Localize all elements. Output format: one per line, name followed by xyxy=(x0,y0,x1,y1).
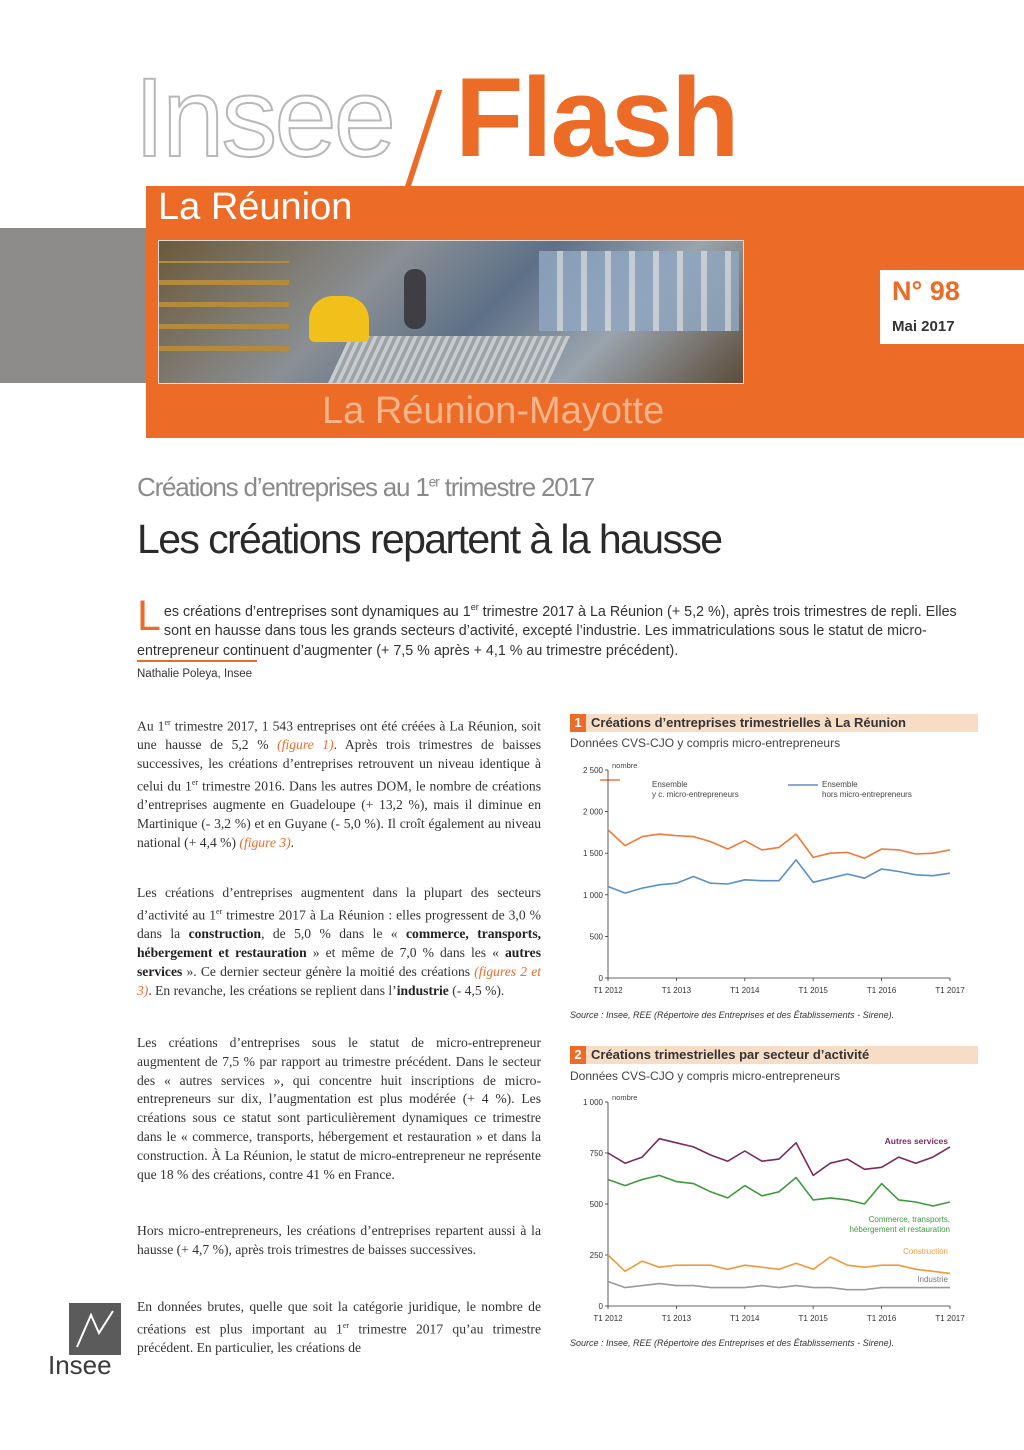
chart1-ytick-label: 2 000 xyxy=(582,807,603,817)
chart2-xtick-label: T1 2017 xyxy=(935,1314,965,1323)
chart1-xtick-label: T1 2013 xyxy=(661,986,692,995)
chart1-xtick-label: T1 2015 xyxy=(798,986,828,995)
insee-logo-icon xyxy=(69,1303,121,1355)
chart2-label-services: Autres services xyxy=(884,1136,948,1146)
chart2-label-construction: Construction xyxy=(903,1247,948,1256)
figure1-source: Source : Insee, REE (Répertoire des Entreprises et des Établissements - Sirene). xyxy=(570,1010,895,1020)
brand-slash-icon xyxy=(404,90,442,190)
chart2-xtick-label: T1 2012 xyxy=(593,1314,623,1323)
chart1-series-1-line xyxy=(608,830,950,858)
chart1-ytick-label: 1 000 xyxy=(582,890,603,900)
figure1-title: 1 Créations d’entreprises trimestrielles à La Réunion xyxy=(570,714,978,732)
chart2-xtick-label: T1 2014 xyxy=(730,1314,760,1323)
chart2-ylabel: nombre xyxy=(612,1093,638,1102)
region-title: La Réunion xyxy=(158,186,353,228)
chart1-series-2-line xyxy=(608,860,950,893)
photo-sheets-shape xyxy=(328,336,570,383)
chart1-xtick-label: T1 2017 xyxy=(935,986,965,995)
chart2-ytick-label: 1 000 xyxy=(582,1098,603,1107)
body-paragraph-2: Les créations d’entreprises augmentent dans la plupart des secteurs d’activité au 1er trimestre 2017 à La Réunion : elles progressent de 3,0 % dans la construction, de 5,0 % dans le « commerce, transports, hébergement et restauration » et même de 7,0 % dans les « autres services ». Ce dernier secteur génère la moitié des créations (figures 2 et 3). En revanche, les créations se replient dans l’industrie (- 4,5 %). xyxy=(137,885,542,998)
chart1-ylabel: nombre xyxy=(612,761,638,770)
cover-photo xyxy=(158,240,744,384)
chart2-series-3-line xyxy=(608,1255,950,1273)
kicker: Créations d’entreprises au 1er trimestre 2017 xyxy=(137,472,595,502)
chart1-legend-s2-l2: hors micro-entrepreneurs xyxy=(822,790,912,799)
figure-ref[interactable]: (figures 2 et 3) xyxy=(137,963,542,998)
photo-rack-shape xyxy=(159,261,289,351)
drop-cap: L xyxy=(137,592,161,640)
chart2-ytick-label: 0 xyxy=(598,1302,603,1311)
chart2-label-commerce-l1: Commerce, transports, xyxy=(868,1215,950,1224)
body-paragraph-5: En données brutes, quelle que soit la catégorie juridique, le nombre de créations est plus important au 1er trimestre 2017 qu’au trimestre précédent. En particulier, les créations de xyxy=(137,1299,541,1356)
figure1-chart xyxy=(560,756,985,1006)
region-subtitle: La Réunion-Mayotte xyxy=(322,390,665,432)
chapeau: Les créations d’entreprises sont dynamiques au 1er trimestre 2017 à La Réunion (+ 5,2 %), après trois trimestres de repli. Elles sont en hausse dans tous les grands secteurs d’activité, excepté l’industrie. Les immatriculations sous le statut de micro-entrepreneur continuent d’augmenter (+ 7,5 % après + 4,1 % au trimestre précédent). xyxy=(137,592,957,659)
chart2-ytick-label: 500 xyxy=(589,1200,603,1209)
chart1-legend-s1-l2: y c. micro-entrepreneurs xyxy=(652,790,739,799)
chart1-ytick-label: 0 xyxy=(598,974,603,983)
body-paragraph-1: Au 1er trimestre 2017, 1 543 entreprises ont été créées à La Réunion, soit une hausse de 5,2 % (figure 1). Après trois trimestres de baisses successives, les créations d’entreprises retrouvent un niveau identique à celui du 1er trimestre 2016. Dans les autres DOM, le nombre de créations d’entreprises augmente en Guadeloupe (+ 13,2 %), mais il diminue en Martinique (- 3,2 %) et en Guyane (- 5,0 %). Il croît également au niveau national (+ 4,4 %) (figure 3). xyxy=(137,718,542,850)
figure2-title: 2 Créations trimestrielles par secteur d’activité xyxy=(570,1046,978,1064)
chart2-series-4-line xyxy=(608,1282,950,1290)
figure2-source: Source : Insee, REE (Répertoire des Entreprises et des Établissements - Sirene). xyxy=(570,1338,895,1348)
chart1-xtick-label: T1 2012 xyxy=(593,986,623,995)
chart1-legend-s2-l1: Ensemble xyxy=(822,780,858,789)
brand-flash: Flash xyxy=(455,55,738,180)
insee-logo-text: Insee xyxy=(48,1350,112,1380)
issue-date: Mai 2017 xyxy=(892,318,955,335)
chart2-xtick-label: T1 2013 xyxy=(661,1314,692,1323)
figure-ref[interactable]: (figure 3) xyxy=(239,834,291,850)
chart1-xtick-label: T1 2014 xyxy=(730,986,760,995)
chart2-label-industrie: Industrie xyxy=(917,1275,948,1284)
chart2-ytick-label: 250 xyxy=(589,1251,603,1260)
headline: Les créations repartent à la hausse xyxy=(137,516,722,562)
chart2-xtick-label: T1 2016 xyxy=(866,1314,897,1323)
chart1-ytick-label: 1 500 xyxy=(582,849,603,859)
chart1-ytick-label: 500 xyxy=(589,932,603,942)
body-paragraph-3: Les créations d’entreprises sous le statut de micro-entrepreneur augmentent de 7,5 % par rapport au trimestre précédent. Dans le secteur des « autres services », qui concentre huit inscriptions de micro-entrepreneurs sur dix, l’augmentation est plus modérée (+ 4 %). Les créations sous ce statut sont particulièrement dynamiques ce trimestre dans le « commerce, transports, hébergement et restauration » et dans la construction. À La Réunion, le statut de micro-entrepreneur ne représente que 18 % des créations, contre 41 % en France. xyxy=(137,1035,541,1182)
photo-worker-shape xyxy=(309,296,369,342)
figure1-subtitle: Données CVS-CJO y compris micro-entrepreneurs xyxy=(570,736,841,750)
photo-worker2-shape xyxy=(404,269,426,329)
body-paragraph-4: Hors micro-entrepreneurs, les créations d’entreprises repartent aussi à la hausse (+ 4,7 %), après trois trimestres de baisses successives. xyxy=(137,1223,541,1257)
author: Nathalie Poleya, Insee xyxy=(137,668,253,680)
chart2-ytick-label: 750 xyxy=(589,1149,603,1158)
figure2-chart xyxy=(560,1088,985,1333)
chart2-xtick-label: T1 2015 xyxy=(798,1314,828,1323)
issue-number: N° 98 xyxy=(892,276,960,306)
chart2-label-commerce-l2: hébergement et restauration xyxy=(849,1225,950,1234)
photo-rolls-shape xyxy=(539,251,739,331)
brand-insee: Insee xyxy=(134,55,393,180)
chart1-legend-s1-l1: Ensemble xyxy=(652,780,688,789)
figure2-subtitle: Données CVS-CJO y compris micro-entrepreneurs xyxy=(570,1069,841,1083)
chart2-series-2-line xyxy=(608,1175,950,1206)
chapeau-rule xyxy=(137,660,257,662)
chart1-ytick-label: 2 500 xyxy=(582,766,603,775)
chart1-xtick-label: T1 2016 xyxy=(866,986,897,995)
figure-ref[interactable]: (figure 1) xyxy=(277,737,334,753)
